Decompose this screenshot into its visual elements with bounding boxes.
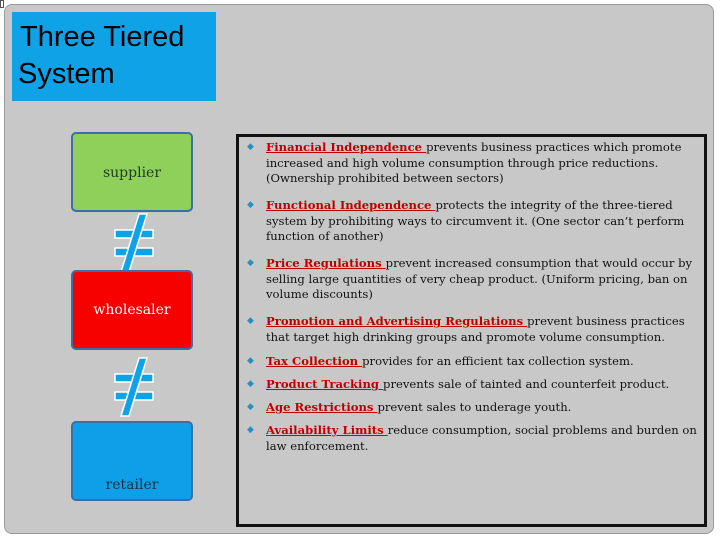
bullet-text: prevent business practices that target high drinking groups and promote volume consumption. — [266, 314, 685, 344]
bullet-term: Availability Limits — [266, 423, 388, 437]
title-box — [12, 12, 216, 101]
list-item — [247, 423, 702, 454]
list-item — [247, 314, 702, 345]
wholesaler-label: wholesaler — [93, 302, 171, 318]
bullet-icon: ◆ — [247, 142, 254, 152]
supplier-box — [71, 132, 193, 212]
bullet-text: provides for an efficient tax collection system. — [362, 354, 634, 368]
bullet-term: Tax Collection — [266, 354, 363, 368]
not-equal-icon — [113, 212, 155, 274]
list-item — [247, 400, 702, 416]
bullet-icon: ◆ — [247, 200, 254, 210]
bullet-icon: ◆ — [247, 379, 254, 389]
bullet-term: Functional Independence — [266, 198, 436, 212]
bullet-icon: ◆ — [247, 258, 254, 268]
bullet-term: Promotion and Advertising Regulations — [266, 314, 528, 328]
not-equal-icon — [113, 356, 155, 418]
corner-mark — [0, 0, 4, 8]
retailer-box — [71, 421, 193, 501]
list-item — [247, 140, 702, 187]
list-item — [247, 377, 702, 393]
list-item — [247, 198, 702, 245]
bullet-text: prevents business practices which promote increased and high volume consumption through price reductions. (Ownership prohibited between sectors) — [266, 140, 682, 185]
bullet-text: reduce consumption, social problems and burden on law enforcement. — [266, 423, 697, 453]
bullet-term: Age Restrictions — [266, 400, 378, 414]
supplier-label: supplier — [102, 165, 162, 181]
bullet-text: prevent sales to underage youth. — [377, 400, 572, 414]
bullet-icon: ◆ — [247, 425, 254, 435]
retailer-label: retailer — [105, 477, 159, 493]
bullet-term: Financial Independence — [266, 140, 427, 154]
bullet-term: Price Regulations — [266, 256, 386, 270]
bullet-icon: ◆ — [247, 316, 254, 326]
bullet-icon: ◆ — [247, 356, 254, 366]
wholesaler-box — [71, 270, 193, 350]
title-line-1: Three Tiered — [20, 21, 185, 53]
bullet-text: prevents sale of tainted and counterfeit product. — [383, 377, 670, 391]
bullet-icon: ◆ — [247, 402, 254, 412]
list-item — [247, 354, 702, 370]
list-item — [247, 256, 702, 303]
bullet-text: prevent increased consumption that would occur by selling large quantities of very cheap product. (Uniform pricing, ban on volume discounts) — [266, 256, 693, 301]
title-line-2: System — [18, 57, 115, 90]
bullet-text: protects the integrity of the three-tiered system by prohibiting ways to circumvent it. (One sector can’t perform function of another) — [266, 198, 685, 243]
bullet-term: Product Tracking — [266, 377, 384, 391]
